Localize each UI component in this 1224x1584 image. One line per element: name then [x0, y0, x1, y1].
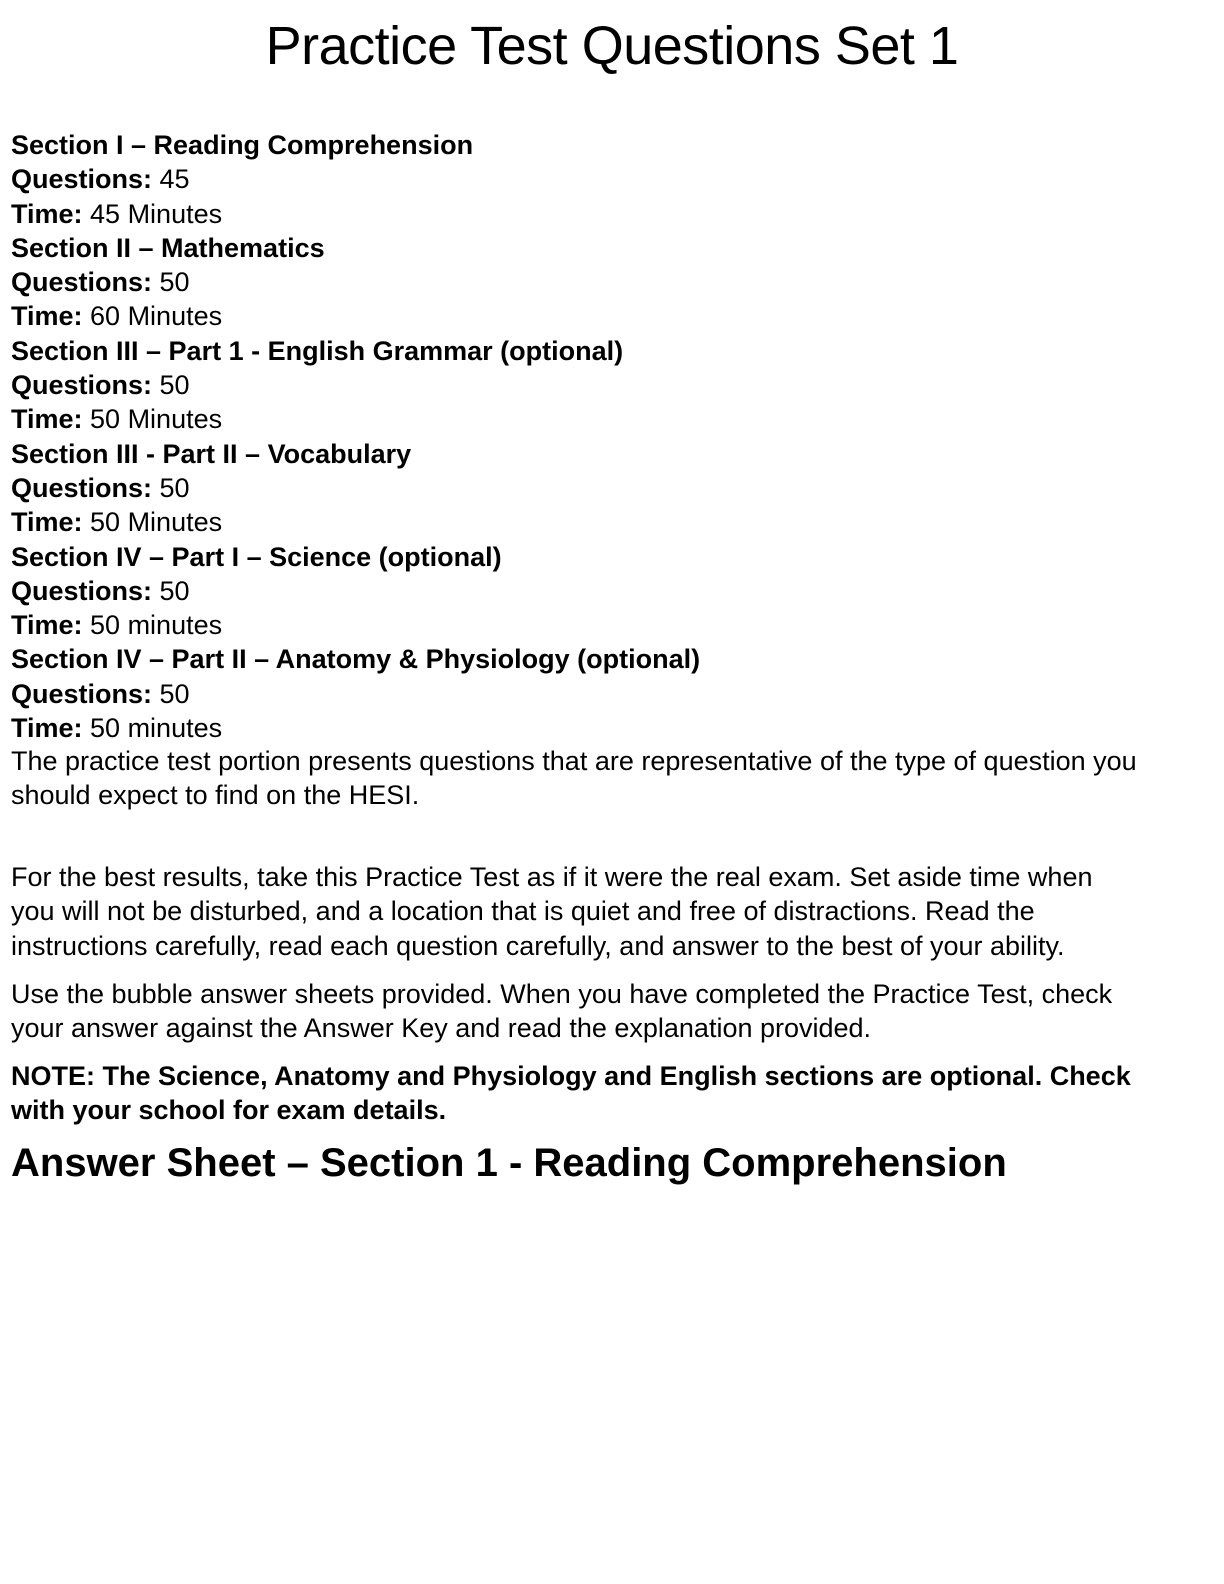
questions-value: 50	[152, 678, 190, 709]
time-label: Time:	[11, 198, 83, 229]
questions-label: Questions:	[11, 575, 153, 606]
section-questions	[11, 265, 1211, 299]
section-heading: Section IV – Part I – Science (optional)	[11, 541, 502, 572]
time-value: 50 Minutes	[82, 404, 223, 435]
questions-label: Questions:	[11, 370, 153, 401]
questions-label: Questions:	[11, 472, 153, 503]
time-label: Time:	[11, 713, 83, 744]
section-heading: Section III - Part II – Vocabulary	[11, 438, 412, 469]
section-questions	[11, 471, 1211, 505]
time-label: Time:	[11, 404, 83, 435]
section-questions	[11, 574, 1211, 608]
time-label: Time:	[11, 610, 83, 641]
section-heading: Section II – Mathematics	[11, 232, 325, 263]
paragraph-line: your answer against the Answer Key and read the explanation provided.	[11, 1013, 872, 1043]
section-time	[11, 299, 1211, 333]
answer-sheet-heading: Answer Sheet – Section 1 - Reading Comprehension	[11, 1141, 1007, 1185]
paragraph-line: The practice test portion presents questions that are representative of the type of question you	[11, 746, 1137, 776]
section-time	[11, 505, 1211, 539]
time-value: 60 Minutes	[82, 301, 223, 332]
section-time	[11, 402, 1211, 436]
page-title: Practice Test Questions Set 1	[265, 16, 959, 76]
section-list	[11, 128, 1211, 745]
time-value: 50 minutes	[82, 713, 223, 744]
questions-value: 50	[152, 575, 190, 606]
paragraph-line: Use the bubble answer sheets provided. When you have completed the Practice Test, check	[11, 979, 1113, 1009]
time-value: 50 Minutes	[82, 507, 223, 538]
time-label: Time:	[11, 301, 83, 332]
questions-value: 45	[152, 164, 190, 195]
section-heading: Section III – Part 1 - English Grammar (optional)	[11, 335, 624, 366]
section-questions	[11, 368, 1211, 402]
section-time	[11, 711, 1211, 745]
paragraph-line: with your school for exam details.	[11, 1095, 447, 1125]
questions-label: Questions:	[11, 164, 153, 195]
section-heading: Section IV – Part II – Anatomy & Physiology (optional)	[11, 644, 701, 675]
section-questions	[11, 677, 1211, 711]
questions-value: 50	[152, 472, 190, 503]
paragraph-line: should expect to find on the HESI.	[11, 780, 420, 810]
paragraph-line: instructions carefully, read each question carefully, and answer to the best of your ability.	[11, 930, 1065, 961]
section-time	[11, 197, 1211, 231]
section-heading: Section I – Reading Comprehension	[11, 130, 474, 160]
questions-label: Questions:	[11, 267, 153, 298]
paragraph-line: you will not be disturbed, and a location that is quiet and free of distractions. Read the	[11, 896, 1035, 927]
best-results-paragraph	[11, 860, 1201, 963]
paragraph-line: For the best results, take this Practice Test as if it were the real exam. Set aside time when	[11, 862, 1093, 892]
note-paragraph	[11, 1059, 1211, 1127]
intro-paragraph	[11, 744, 1201, 812]
time-value: 50 minutes	[82, 610, 223, 641]
questions-value: 50	[152, 267, 190, 298]
section-questions	[11, 162, 1211, 196]
section-time	[11, 608, 1211, 642]
questions-label: Questions:	[11, 678, 153, 709]
answer-instructions-paragraph	[11, 977, 1201, 1045]
time-label: Time:	[11, 507, 83, 538]
questions-value: 50	[152, 370, 190, 401]
time-value: 45 Minutes	[82, 198, 223, 229]
paragraph-line: NOTE: The Science, Anatomy and Physiology and English sections are optional. Check	[11, 1061, 1131, 1091]
